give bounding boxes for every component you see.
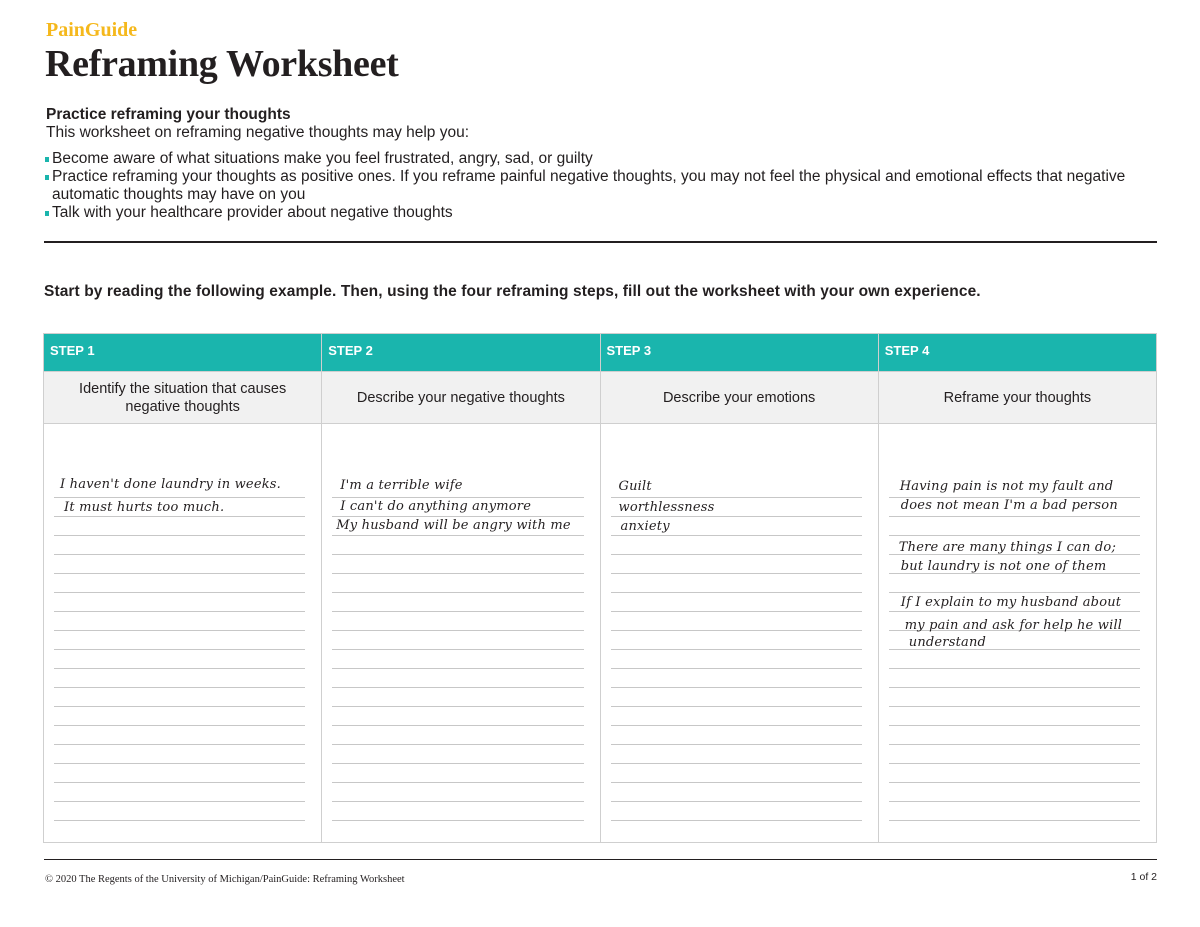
handwritten-entry: Having pain is not my fault and: [899, 479, 1114, 494]
writing-line: [332, 706, 583, 707]
handwritten-entry: my pain and ask for help he will: [904, 618, 1123, 633]
writing-line: [54, 592, 305, 593]
handwritten-entry: but laundry is not one of them: [900, 559, 1107, 574]
writing-line: [332, 554, 583, 555]
page-number: 1 of 2: [1130, 871, 1157, 883]
intro-subhead: Practice reframing your thoughts: [46, 106, 291, 123]
writing-line: [332, 573, 583, 574]
instruction-text: Start by reading the following example. Then, using the four reframing steps, fill out the worksheet with your own experience.: [44, 283, 981, 300]
step-description: Identify the situation that causes negative thoughts: [44, 371, 321, 424]
step-label: STEP 3: [601, 334, 878, 371]
writing-line: [611, 763, 862, 764]
writing-line: [54, 630, 305, 631]
writing-line: [889, 516, 1140, 517]
writing-line: [611, 782, 862, 783]
writing-line: [332, 516, 583, 517]
handwritten-entry: I'm a terrible wife: [340, 478, 463, 493]
writing-line: [332, 630, 583, 631]
writing-line: [54, 516, 305, 517]
writing-line: [54, 573, 305, 574]
writing-line: [611, 516, 862, 517]
writing-line: [54, 611, 305, 612]
step-description: Describe your negative thoughts: [322, 371, 599, 424]
step-description: Describe your emotions: [601, 371, 878, 424]
writing-line: [889, 668, 1140, 669]
writing-lines: [611, 497, 862, 837]
step-column-1: [44, 334, 321, 842]
handwritten-entry: If I explain to my husband about: [900, 595, 1122, 610]
writing-line: [611, 554, 862, 555]
writing-lines: [54, 497, 305, 837]
writing-line: [54, 554, 305, 555]
handwritten-entry: Guilt: [618, 479, 652, 494]
writing-line: [611, 573, 862, 574]
step-description: Reframe your thoughts: [879, 371, 1156, 424]
handwritten-entry: My husband will be angry with me: [336, 518, 571, 533]
writing-line: [611, 592, 862, 593]
writing-line: [54, 706, 305, 707]
writing-line: [54, 497, 305, 498]
writing-line: [332, 668, 583, 669]
writing-line: [889, 801, 1140, 802]
writing-line: [889, 820, 1140, 821]
writing-line: [611, 801, 862, 802]
intro-section: [46, 106, 1156, 222]
writing-line: [332, 782, 583, 783]
writing-line: [332, 592, 583, 593]
writing-line: [611, 535, 862, 536]
footer-divider: [44, 859, 1157, 860]
handwritten-entry: anxiety: [620, 519, 670, 534]
writing-line: [54, 744, 305, 745]
writing-line: [611, 687, 862, 688]
step-label: STEP 1: [44, 334, 321, 371]
writing-line: [332, 687, 583, 688]
step-column-3: [600, 334, 878, 842]
writing-line: [54, 820, 305, 821]
writing-line: [332, 763, 583, 764]
writing-line: [889, 744, 1140, 745]
writing-line: [611, 649, 862, 650]
intro-lead: This worksheet on reframing negative thoughts may help you:: [46, 124, 470, 141]
step-label: STEP 4: [879, 334, 1156, 371]
writing-line: [889, 611, 1140, 612]
benefit-list: [46, 150, 1156, 222]
writing-line: [54, 801, 305, 802]
writing-line: [54, 782, 305, 783]
writing-line: [889, 782, 1140, 783]
benefit-item: Become aware of what situations make you feel frustrated, angry, sad, or guilty: [46, 150, 1156, 168]
writing-line: [54, 763, 305, 764]
handwritten-entry: There are many things I can do;: [898, 540, 1117, 555]
writing-line: [611, 820, 862, 821]
writing-line: [54, 649, 305, 650]
writing-line: [611, 611, 862, 612]
writing-line: [54, 725, 305, 726]
writing-line: [332, 820, 583, 821]
writing-line: [332, 497, 583, 498]
worksheet-table: [43, 333, 1157, 843]
writing-line: [611, 630, 862, 631]
section-divider: [44, 241, 1157, 243]
writing-line: [54, 687, 305, 688]
handwritten-entry: I can't do anything anymore: [340, 499, 532, 514]
writing-line: [611, 706, 862, 707]
writing-line: [889, 592, 1140, 593]
writing-line: [54, 668, 305, 669]
copyright-notice: © 2020 The Regents of the University of Michigan/PainGuide: Reframing Worksheet: [45, 874, 405, 885]
writing-line: [611, 497, 862, 498]
handwritten-entry: does not mean I'm a bad person: [900, 498, 1118, 513]
writing-line: [889, 706, 1140, 707]
writing-line: [889, 763, 1140, 764]
writing-line: [332, 725, 583, 726]
writing-line: [611, 668, 862, 669]
handwritten-entry: It must hurts too much.: [64, 500, 225, 515]
writing-line: [889, 535, 1140, 536]
benefit-item: Talk with your healthcare provider about negative thoughts: [46, 204, 1156, 222]
writing-line: [611, 744, 862, 745]
writing-line: [332, 611, 583, 612]
step-label: STEP 2: [322, 334, 599, 371]
writing-line: [332, 744, 583, 745]
writing-line: [611, 725, 862, 726]
page-title: Reframing Worksheet: [45, 43, 399, 85]
writing-line: [54, 535, 305, 536]
step-column-4: [878, 334, 1156, 842]
writing-lines: [332, 497, 583, 837]
writing-line: [889, 687, 1140, 688]
writing-line: [889, 725, 1140, 726]
handwritten-entry: I haven't done laundry in weeks.: [60, 477, 282, 492]
writing-line: [332, 649, 583, 650]
handwritten-entry: understand: [908, 635, 987, 650]
writing-line: [332, 535, 583, 536]
brand-logo: PainGuide: [46, 19, 138, 41]
handwritten-entry: worthlessness: [618, 500, 715, 515]
step-column-2: [321, 334, 599, 842]
writing-line: [332, 801, 583, 802]
benefit-item: Practice reframing your thoughts as positive ones. If you reframe painful negative thoughts, you may not feel the physical and emotional effects that negative automatic thoughts may have on you: [46, 168, 1156, 204]
